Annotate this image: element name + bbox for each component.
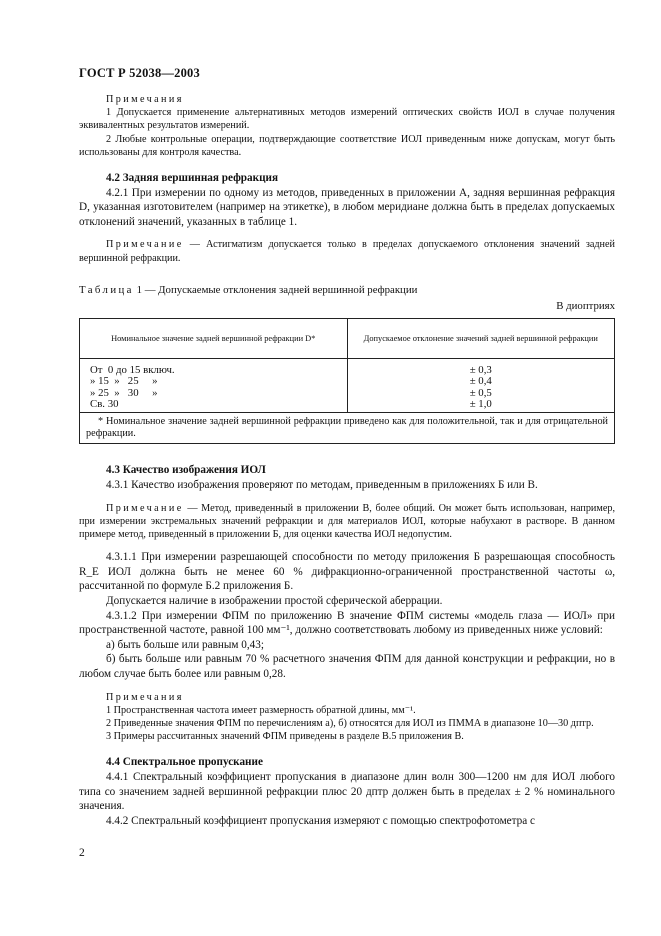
range-row: » 15 » 25 » [90,375,158,388]
table-units: В диоптриях [556,300,615,313]
column-header-tolerance: Допускаемое отклонение значений задней вершинной рефракции [347,318,615,358]
tolerance-value: ± 0,4 [469,375,492,388]
range-row: Св. 30 [90,398,119,411]
tolerance-value: ± 0,3 [469,363,492,376]
note-item: 1 Пространственная частота имеет размерность обратной длины, мм⁻¹. [106,704,416,716]
range-cell [80,358,348,412]
paragraph-4-3-1-2: 4.3.1.2 При измерении ФПМ по приложению В значение ФПМ системы «модель глаза — ИОЛ» при пространственной частоте, равной 100 мм⁻¹, должно соответствовать любому из приведенных ниже условий: [79,609,615,637]
notes-block-2 [79,691,615,744]
note-item: 2 Приведенные значения ФПМ по перечислениям а), б) относятся для ИОЛ из ПММА в диапазоне 10—30 дптр. [106,717,594,729]
paragraph-4-3-1-1: 4.3.1.1 При измерении разрешающей способности по методу приложения Б разрешающая способность R_E ИОЛ должна быть не менее 60 % дифракционно-ограниченной пространственной частоты ω, рассчитанной по формуле Б.2 приложения Б. [79,551,615,593]
note-item: 3 Примеры рассчитанных значений ФПМ приведены в разделе В.5 приложения В. [106,731,464,743]
note-label: Примечание [106,502,184,514]
tolerance-value: ± 1,0 [469,398,492,411]
page-content [79,93,615,828]
section-heading-4-3: 4.3 Качество изображения ИОЛ [106,464,266,477]
note-label: Примечание [106,239,184,251]
paragraph-aberration: Допускается наличие в изображении простой сферической аберрации. [106,595,443,607]
standard-header: ГОСТ Р 52038—2003 [79,66,200,80]
condition-b: б) быть больше или равным 70 % расчетного значения ФПМ для данной конструкции и рефракции, но в любом случае быть более или равным 0,28. [79,653,615,680]
note-item: 1 Допускается применение альтернативных методов измерений оптических свойств ИОЛ в случае получения эквивалентных результатов измерений. [79,107,615,132]
page-number: 2 [79,847,85,859]
note-text: — Астигматизм допускается только в пределах допускаемого отклонения значений задней вершинной рефракции. [79,239,615,264]
tolerance-value: ± 0,5 [469,386,492,399]
range-row: От 0 до 15 включ. [90,363,175,376]
note-method [79,502,615,542]
notes-heading: Примечания [106,691,184,703]
note-astigmatism [79,238,615,264]
column-header-nominal: Номинальное значение задней вершинной рефракции D* [80,318,348,358]
table-caption-text: 1 — Допускаемые отклонения задней вершинной рефракции [133,283,418,296]
table-footnote: * Номинальное значение задней вершинной рефракции приведено как для положительной, так и для отрицательной рефракции. [80,412,615,444]
paragraph-4-2-1: 4.2.1 При измерении по одному из методов, приведенных в приложении А, задняя вершинная рефракция D, указанная изготовителем (например на этикетке), в любом меридиане должна быть в пределах допускаемых отклонений значений, указанных в таблице 1. [79,186,615,228]
paragraph-4-4-1: 4.4.1 Спектральный коэффициент пропускания в диапазоне длин волн 300—1200 нм для ИОЛ любого типа со значением задней вершинной рефракции плюс 20 дптр должен быть в пределах ± 2 % номинального значения. [79,770,615,813]
condition-a: а) быть больше или равным 0,43; [106,638,264,651]
section-heading-4-4: 4.4 Спектральное пропускание [106,756,263,769]
note-text: — Метод, приведенный в приложении В, более общий. Он может быть использован, например, при измерении экстремальных значений рефракции и для материалов ИОЛ, которые набухают в растворе. В данном примере метод, приведенный в приложении Б, для оценки качества ИОЛ недопустим. [79,502,615,541]
section-heading-4-2: 4.2 Задняя вершинная рефракция [106,172,279,185]
notes-heading: Примечания [106,94,184,105]
table-caption [79,283,615,298]
notes-block-1 [79,93,615,159]
tolerance-cell [347,358,615,412]
paragraph-4-3-1: 4.3.1 Качество изображения проверяют по методам, приведенным в приложениях Б или В. [106,479,538,492]
note-item: 2 Любые контрольные операции, подтверждающие соответствие ИОЛ приведенным ниже допускам, могут быть использованы для контроля качества. [79,133,615,158]
table-caption-label: Таблица [79,283,134,296]
tolerance-table [79,318,615,444]
paragraph-4-4-2: 4.4.2 Спектральный коэффициент пропускания измеряют с помощью спектрофотометра с [106,814,535,827]
range-row: » 25 » 30 » [90,386,158,399]
